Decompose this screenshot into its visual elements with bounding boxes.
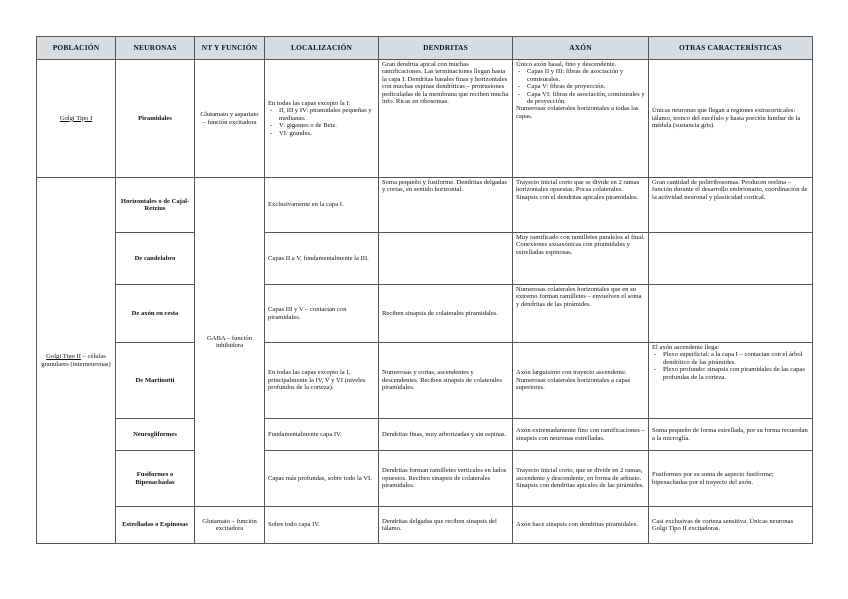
cell-axon-fusiformes: Trayecto inicial corto, que se divide en 2 ramas, ascendente y descendente, en forma de arbusto. Sinapsis con dendritas apicales de las pirámides. (513, 451, 649, 507)
table-row-candelabro (37, 233, 813, 285)
cell-otras-piramidales: Únicas neuronas que llegan a regiones extracorticales: tálamo, tronco del encéfalo y hasta porción lumbar de la médula (sustancia gris). (649, 60, 813, 178)
cell-axon-horizontales: Trayecto inicial corto que se divide en 2 ramas horizontales opuestas. Pocas colaterales. Sinapsis con el dendritas apicales piramidales. (513, 178, 649, 233)
cell-loc-cesta: Capas III y V – contactan con piramidales. (265, 285, 379, 343)
axon-outro: Numerosas colaterales horizontales a todas las capas. (516, 105, 639, 120)
table-row-martinotti (37, 343, 813, 419)
table-row-fusiformes (37, 451, 813, 507)
cell-axon-candelabro: Muy ramificado con ramilletes paralelos al final. Conexiones axoaxónicas con piramidales y estrelladas espinosas. (513, 233, 649, 285)
poblacion-golgi2-desc: – células granulares (interneuronas) (41, 353, 111, 368)
header-row (37, 37, 813, 60)
cell-otras-horizontales: Gran cantidad de polirribosomas. Producen reelina – función durante el desarrollo embrionario, coordinación de la actividad neuronal y plasticidad cortical. (649, 178, 813, 233)
list-item: - Plexo superficial: a la capa I – contactan con el árbol dendrítico de las pirámides. (652, 351, 809, 366)
axon-intro: Único axón basal, fino y descendente. (516, 61, 617, 68)
cell-loc-martinotti: En todas las capas excepto la I, principalmente la IV, V y VI (niveles profundos de la corteza). (265, 343, 379, 419)
header-poblacion: POBLACIÓN (37, 37, 116, 60)
cell-dendritas-neurogliformes: Dendritas finas, muy arborizadas y sin espinas. (379, 419, 513, 451)
cell-loc-horizontales: Exclusivamente en la capa I. (265, 178, 379, 233)
cell-dendritas-cesta: Reciben sinapsis de colaterales piramidales. (379, 285, 513, 343)
cell-dendritas-horizontales: Soma pequeño y fusiforme. Dendritas delgadas y cortas, en sentido horizontal. (379, 178, 513, 233)
cell-axon-piramidales (513, 60, 649, 178)
cell-dendritas-estrelladas: Dendritas delgadas que reciben sinapsis del tálamo. (379, 507, 513, 544)
cell-dendritas-martinotti: Numerosas y cortas, ascendentes y descendentes. Reciben sinapsis de colaterales piramidales. (379, 343, 513, 419)
list-item: - Capa VI: fibras de asociación, comisurales y de proyección. (516, 91, 645, 106)
cell-loc-estrelladas: Sobre todo capa IV. (265, 507, 379, 544)
loc-list (268, 107, 375, 137)
cell-neurona-piramidales: Piramidales (116, 60, 195, 178)
cell-axon-neurogliformes: Axón extremadamente fino con ramificaciones – sinapsis con neuronas estrelladas. (513, 419, 649, 451)
list-item: - V: gigantes o de Betz. (268, 122, 375, 129)
cell-loc-piramidales (265, 60, 379, 178)
cell-otras-estrelladas: Casi exclusivas de corteza sensitiva. Únicas neuronas Golgi Tipo II excitadoras. (649, 507, 813, 544)
list-item: - Capa V: fibras de proyección. (516, 83, 645, 90)
list-item: - Plexo profundo: sinapsis con piramidales de las capas profundas de la corteza. (652, 366, 809, 381)
table-row-piramidales (37, 60, 813, 178)
header-neuronas: NEURONAS (116, 37, 195, 60)
cell-otras-fusiformes: Fusiformes por su soma de aspecto fusiforme; bipenachadas por el trayecto del axón. (649, 451, 813, 507)
cell-otras-neurogliformes: Soma pequeño de forma estrellada, por su forma recuerdan a la microglía. (649, 419, 813, 451)
loc-intro: En todas las capas excepto la I: (268, 99, 351, 107)
cell-poblacion-golgi1 (37, 60, 116, 178)
poblacion-golgi2-label: Golgi Tipo II (46, 353, 81, 361)
cell-dendritas-candelabro (379, 233, 513, 285)
header-otras: OTRAS CARACTERÍSTICAS (649, 37, 813, 60)
cell-loc-neurogliformes: Fundamentalmente capa IV. (265, 419, 379, 451)
cell-neurona-martinotti: De Martinotti (116, 343, 195, 419)
otras-list (652, 351, 809, 381)
cell-neurona-cesta: De axón en cesta (116, 285, 195, 343)
list-item: - VI: grandes. (268, 130, 375, 137)
cell-axon-martinotti: Axón larguísimo con trayecto ascendente. Numerosas colaterales horizontales a capas superiores. (513, 343, 649, 419)
table-row-horizontales (37, 178, 813, 233)
cell-axon-estrelladas: Axón hace sinapsis con dendritas piramidales. (513, 507, 649, 544)
table-row-neurogliformes (37, 419, 813, 451)
cell-dendritas-piramidales: Gran dendrita apical con muchas ramificaciones. Las terminaciones llegan hasta la capa I. Dendritas basales finas y horizontales con muchas espinas dendríticas – protrusiones pediculadas de la membrana que reciben mucha info. Ricas en ribosomas. (379, 60, 513, 178)
cell-neurona-neurogliformes: Neurogliformes (116, 419, 195, 451)
cell-loc-fusiformes: Capas más profundas, sobre todo la VI. (265, 451, 379, 507)
cell-otras-cesta (649, 285, 813, 343)
cell-nt-estrelladas: Glutamato – función excitadora (195, 507, 265, 544)
header-dendritas: DENDRITAS (379, 37, 513, 60)
cell-otras-candelabro (649, 233, 813, 285)
cell-neurona-candelabro: De candelabro (116, 233, 195, 285)
neuron-table (36, 36, 813, 544)
list-item: - II, III y IV: piramidales pequeñas y medianas. (268, 107, 375, 122)
list-item: - Capas II y III: fibras de asociación y comisurales. (516, 68, 645, 83)
cell-neurona-estrelladas: Estrelladas o Espinosas (116, 507, 195, 544)
cell-otras-martinotti (649, 343, 813, 419)
cell-loc-candelabro: Capas II a V, fundamentalmente la III. (265, 233, 379, 285)
header-nt-funcion: NT Y FUNCIÓN (195, 37, 265, 60)
header-axon: AXÓN (513, 37, 649, 60)
table-row-cesta (37, 285, 813, 343)
otras-intro: El axón ascendente llega: (652, 344, 720, 351)
poblacion-golgi1-label: Golgi Tipo I (59, 114, 93, 122)
cell-poblacion-golgi2 (37, 178, 116, 544)
cell-nt-gaba: GABA – función inhibidora (195, 178, 265, 507)
cell-dendritas-fusiformes: Dendritas forman ramilletes verticales en lados opuestos. Reciben sinapsis de colaterales piramidales. (379, 451, 513, 507)
cell-nt-piramidales: Glutamato y aspartato – función excitadora (195, 60, 265, 178)
cell-neurona-horizontales: Horizontales o de Cajal-Retzius (116, 178, 195, 233)
cell-axon-cesta: Numerosas colaterales horizontales que en su extremo forman ramilletes – envuelven el soma y dendritas de las pirámides. (513, 285, 649, 343)
axon-list (516, 68, 645, 105)
header-localizacion: LOCALIZACIÓN (265, 37, 379, 60)
table-row-estrelladas (37, 507, 813, 544)
cell-neurona-fusiformes: Fusiformes o Bipenachadas (116, 451, 195, 507)
